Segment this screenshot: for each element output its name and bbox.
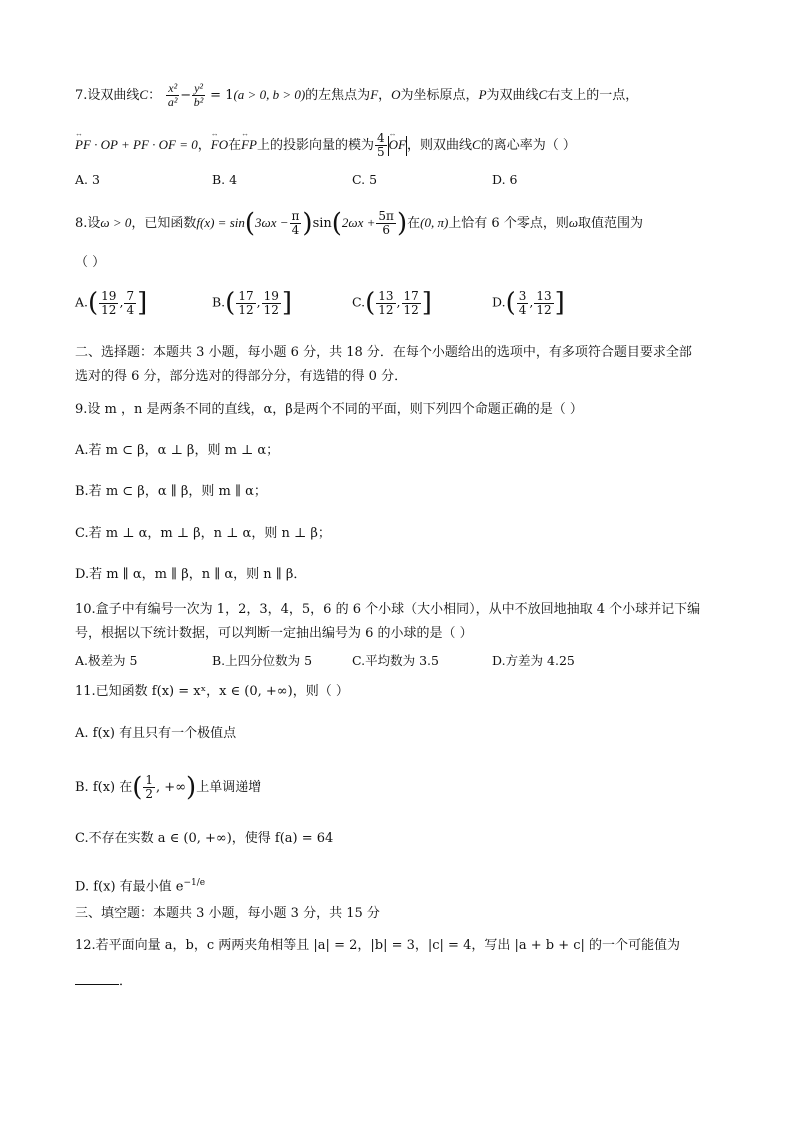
- q7-text: 为双曲线: [486, 88, 539, 103]
- q8-interval: (0, π): [420, 215, 449, 230]
- q7-option-b[interactable]: B. 4: [212, 172, 238, 187]
- q12-answer-line: [75, 972, 132, 992]
- q11-option-a[interactable]: A. f(x) 有且只有一个极值点: [75, 726, 237, 741]
- q7-text: 为坐标原点，: [400, 88, 479, 103]
- q8-function-def: f(x) = sin: [196, 215, 245, 230]
- q8-option-b[interactable]: B.( $\frac{17}{12}$ , $\frac{19}{12}$ ]: [212, 288, 293, 318]
- q7-option-a[interactable]: A. 3: [75, 172, 100, 187]
- q11-stem: 11.已知函数 f(x) = xˣ，x ∈ (0, +∞)，则（ ）: [75, 684, 349, 699]
- q7-curve-symbol: C: [472, 137, 481, 152]
- q11-d-exponent: −1/e: [183, 878, 206, 888]
- q7-text: 上的投影向量的模为: [257, 138, 375, 153]
- q10-options: [75, 651, 715, 669]
- q8-option-d[interactable]: D.( $\frac{3}{4}$ , $\frac{13}{12}$ ]: [492, 288, 565, 318]
- q7-text: ，则双曲线: [407, 138, 473, 153]
- q7-vector-fp: ↔ FP: [241, 135, 257, 155]
- q7-four-fifths: $\frac{4}{5}$: [377, 131, 385, 159]
- q11-option-d[interactable]: [75, 873, 205, 897]
- q8-option-c[interactable]: C.( $\frac{13}{12}$ , $\frac{17}{12}$ ]: [352, 288, 432, 318]
- q8-text: 设: [87, 216, 101, 231]
- q8-5pi-over-6: $\frac{5\pi}{6}$: [378, 209, 394, 237]
- q8-pi-over-4: $\frac{\pi}{4}$: [291, 209, 300, 237]
- q8-options: [75, 288, 715, 330]
- q8-omega: ω: [568, 215, 579, 230]
- q8-arg-1: 3ωx −: [255, 215, 289, 230]
- q12-stem: 12.若平面向量 a，b，c 两两夹角相等且 |a| = 2，|b| = 3，|c| = 4，写出 |a + b + c| 的一个可能值为: [75, 938, 681, 953]
- q7-vector-fo: ↔ FO: [211, 135, 228, 155]
- q11-b-infinity: , +∞: [156, 780, 187, 795]
- q7-text: 设双曲线: [87, 88, 140, 103]
- q8-text: 在: [407, 216, 421, 231]
- q10-option-b[interactable]: B.上四分位数为 5: [212, 653, 313, 668]
- section-3-heading: 三、填空题：本题共 3 小题，每小题 3 分，共 15 分: [75, 906, 380, 921]
- q12-answer-blank[interactable]: [75, 984, 119, 985]
- q9-option-a[interactable]: A.若 m ⊂ β，α ⊥ β，则 m ⊥ α；: [75, 443, 280, 458]
- q7-text: ，: [197, 138, 211, 153]
- q7-x2-a2-fraction: $\frac{\text{x²}}{\text{a²}}$: [167, 81, 178, 109]
- q9-stem: 9.设 m ，n 是两条不同的直线，α，β是两个不同的平面，则下列四个命题正确的是（ ）: [75, 402, 583, 417]
- q7-point-f: F: [370, 87, 379, 102]
- q9-option-c[interactable]: C.若 m ⊥ α，m ⊥ β，n ⊥ α，则 n ⊥ β；: [75, 526, 331, 541]
- q11-b-suffix: 上单调递增: [196, 780, 262, 795]
- q8-answer-paren: （ ）: [75, 255, 106, 270]
- q7-equation-rhs: = 1: [210, 88, 234, 103]
- q7-point-o: O: [391, 87, 401, 102]
- q8-sin: sin: [312, 216, 332, 231]
- q7-condition: (a > 0, b > 0): [233, 87, 306, 102]
- q10-option-c[interactable]: C.平均数为 3.5: [352, 653, 439, 668]
- q11-d-prefix: D. f(x) 有最小值 e: [75, 879, 184, 895]
- q7-text: 在: [228, 138, 242, 153]
- q10-stem-line-1: 10.盒子中有编号一次为 1，2，3，4，5，6 的 6 个小球（大小相同），从中不放回地抽取 4 个小球并记下编: [75, 602, 701, 617]
- q7-option-c[interactable]: C. 5: [352, 172, 378, 187]
- q7-vector-equation: ↔ PF · OP + PF · OF = 0: [75, 135, 198, 155]
- q7-number: 7.: [75, 88, 88, 103]
- q7-y2-b2-fraction: $\frac{\text{y²}}{\text{b²}}$: [193, 81, 204, 109]
- q9-option-d[interactable]: D.若 m ∥ α，m ∥ β，n ∥ α，则 n ∥ β．: [75, 567, 307, 582]
- q11-b-prefix: B. f(x) 在: [75, 780, 133, 795]
- q8-option-a[interactable]: A.( $\frac{19}{12}$ , $\frac{7}{4}$ ]: [75, 288, 148, 318]
- q7-colon: ：: [148, 88, 162, 103]
- q11-option-b[interactable]: B. f(x) 在( $\frac{1}{2}$ , +∞)上单调递增: [75, 772, 262, 803]
- q9-option-b[interactable]: B.若 m ⊂ β，α ∥ β，则 m ∥ α；: [75, 484, 267, 499]
- section-2-heading-line-2: 选对的得 6 分，部分选对的得部分分，有选错的得 0 分．: [75, 369, 408, 384]
- q8-text: 上恰有 6 个零点，则: [448, 216, 569, 231]
- q8-line-1: 8.设ω > 0，已知函数f(x) = sin(3ωx − $\frac{\pi}{4}$ )sin(2ωx + $\frac{5\pi}{6}$ )在(0, π)上恰有 6 个零点，则ω取值范围为: [75, 208, 644, 239]
- q7-line-1: 7.设双曲线C： $\frac{\text{x²}}{\text{a²}}$ − $\frac{\text{y²}}{\text{b²}}$ = 1(a > 0, b > 0)的左焦点为F，O为坐标原点，P为双曲线C右支上的一点，: [75, 81, 639, 109]
- q7-line-2: [75, 132, 576, 159]
- q10-option-a[interactable]: A.极差为 5: [75, 653, 138, 668]
- q11-option-c[interactable]: C.不存在实数 a ∈ (0, +∞)，使得 f(a) = 64: [75, 831, 334, 846]
- q7-options: [75, 172, 715, 190]
- q7-point-p: P: [478, 87, 487, 102]
- q8-omega-condition: ω > 0: [100, 215, 132, 230]
- q7-curve-symbol: C: [538, 87, 548, 102]
- q7-text: 右支上的一点，: [547, 88, 639, 103]
- q12-period: ．: [119, 974, 133, 989]
- q11-one-half: $\frac{1}{2}$: [145, 773, 154, 801]
- q7-text: 的离心率为（ ）: [480, 138, 576, 153]
- q7-curve-symbol: C: [139, 87, 149, 102]
- q10-stem-line-2: 号，根据以下统计数据，可以判断一定抽出编号为 6 的小球的是（ ）: [75, 626, 473, 641]
- q8-arg-2: 2ωx +: [341, 215, 376, 230]
- q7-option-d[interactable]: D. 6: [492, 172, 518, 187]
- q8-text: ，已知函数: [131, 216, 197, 231]
- q8-text: 取值范围为: [578, 216, 644, 231]
- q7-text: 的左焦点为: [305, 88, 371, 103]
- q8-number: 8.: [75, 216, 88, 231]
- q7-vector-of: ↔ OF: [389, 135, 406, 155]
- q10-option-d[interactable]: D.方差为 4.25: [492, 653, 575, 668]
- q7-text: ，: [378, 88, 392, 103]
- section-2-heading-line-1: 二、选择题：本题共 3 小题，每小题 6 分，共 18 分．在每个小题给出的选项中，有多项符合题目要求全部: [75, 345, 692, 360]
